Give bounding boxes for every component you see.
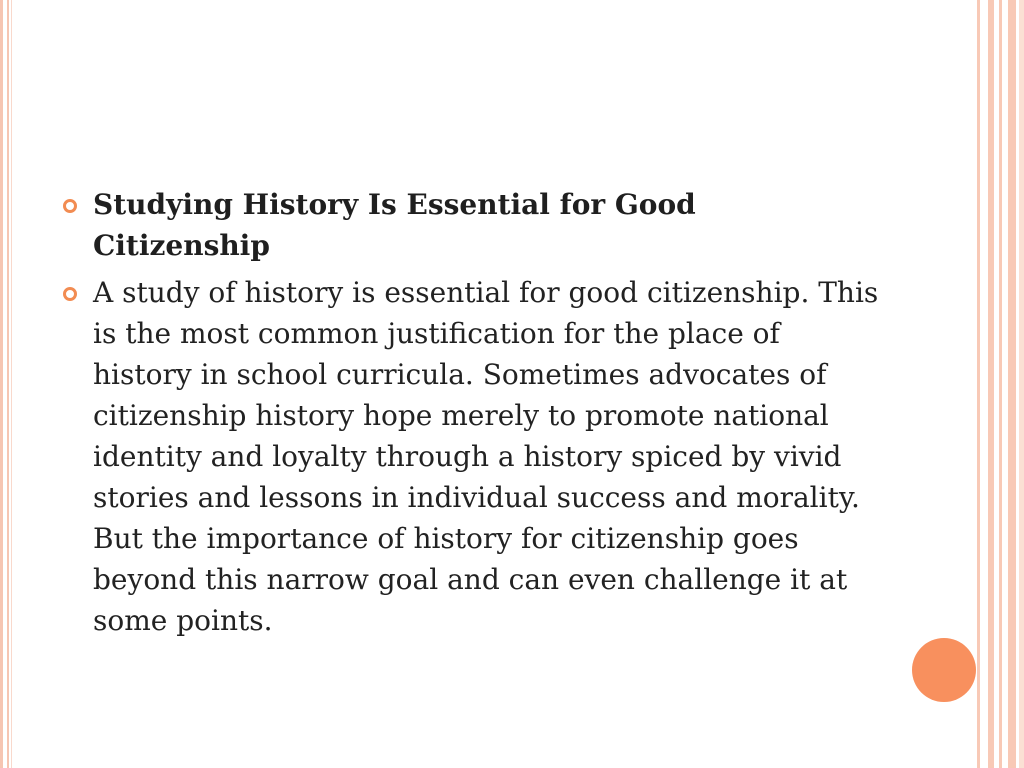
right-decor-stripe [999,0,1002,768]
slide-content [60,184,880,647]
decorative-orange-circle [912,638,976,702]
bullet-text: Studying History Is Essential for Good Citizenship [93,188,696,262]
right-decor-stripe [977,0,980,768]
right-decor-stripe [1008,0,1016,768]
circle-bullet-icon [63,199,77,213]
bullet-item-heading [60,184,880,266]
left-border-line [0,0,3,768]
left-border-line [7,0,9,768]
right-decor-stripe [988,0,994,768]
bullet-item-body [60,272,880,641]
right-decor-stripe [1019,0,1024,768]
left-border-line [11,0,12,768]
circle-bullet-icon [63,287,77,301]
bullet-text: A study of history is essential for good citizenship. This is the most common justification for the place of history in school curricula. Sometimes advocates of citizenship history hope merely to promote national identity and loyalty through a history spiced by vivid stories and lessons in individual success and morality. But the importance of history for citizenship goes beyond this narrow goal and can even challenge it at some points. [93,276,879,637]
